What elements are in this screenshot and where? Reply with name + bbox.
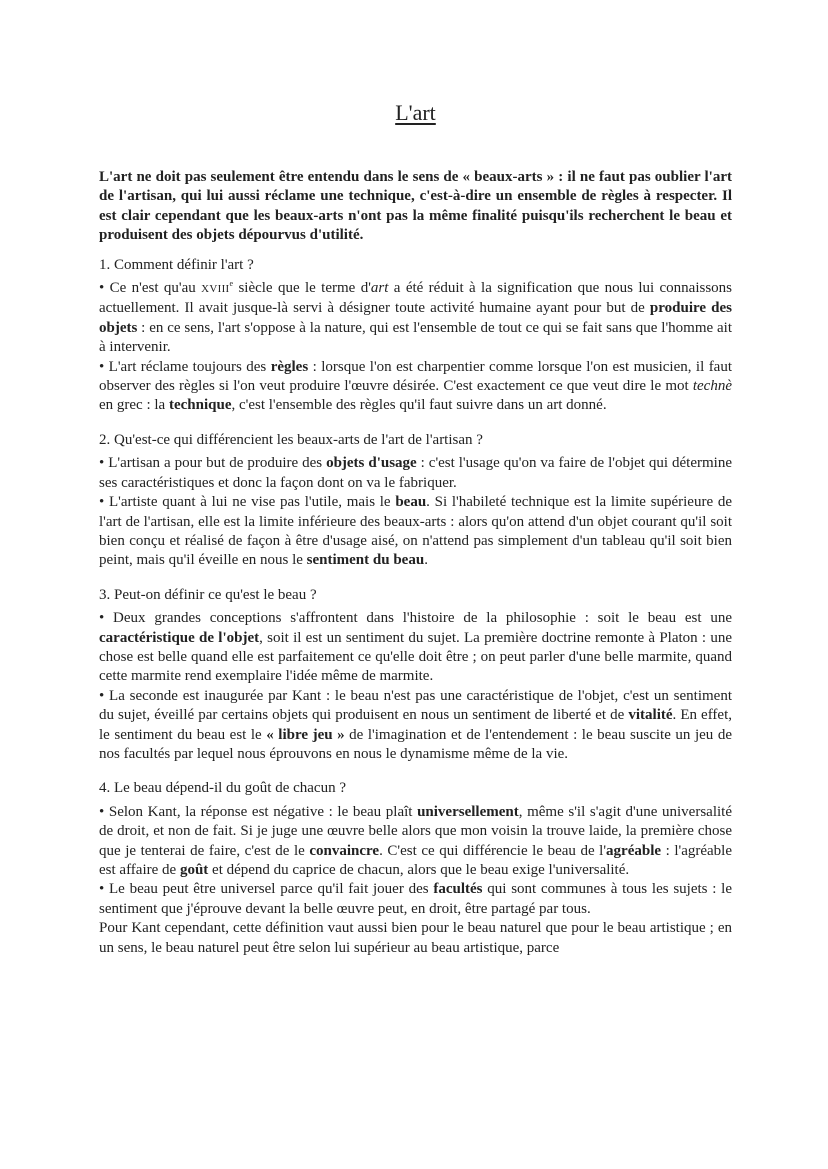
text-run: siècle que le terme d' (233, 280, 371, 297)
bold-term: universellement (417, 803, 519, 820)
bold-term: objets d'usage (326, 455, 417, 472)
text-run: • Deux grandes conceptions s'affrontent dans l'histoire de la philosophie : soit le beau est une (99, 610, 732, 627)
section-3-paragraph-1 (99, 609, 732, 687)
bold-term: produire des objets (99, 300, 732, 336)
bold-term: caractéristique de l'objet (99, 629, 260, 646)
bold-term: beau (395, 494, 427, 511)
section-3-paragraph-2 (99, 687, 732, 765)
text-run: , soit il est un sentiment du sujet. La première doctrine remonte à Platon : une chose est belle quand elle est parfaitement ce qu'elle doit être ; on peut parler d'une belle marmite, quand cette marmite rend exemplaire l'idée même de marmite. (99, 629, 732, 685)
bold-term: « libre jeu » (266, 726, 345, 743)
bold-term: sentiment du beau (306, 552, 425, 569)
text-run: : l'agréable est affaire de (99, 842, 732, 878)
text-run: . (424, 552, 428, 569)
section-4-paragraph-2 (99, 880, 732, 919)
text-run: • L'art réclame toujours des (99, 358, 271, 375)
text-run: qui sont communes à tous les sujets : le sentiment que j'éprouve devant la belle œuvre peut, en droit, être partagé par tous. (99, 881, 733, 917)
page-title: L'art (395, 100, 436, 125)
intro-paragraph: L'art ne doit pas seulement être entendu dans le sens de « beaux-arts » : il ne faut pas oublier l'art de l'artisan, qui lui aussi réclame une technique, c'est-à-dire un ensemble de règles à respecter. Il est clair cependant que les beaux-arts n'ont pas la même finalité puisqu'ils recherchent le beau et produisent des objets dépourvus d'utilité. (99, 169, 732, 244)
text-run: : lorsque l'on est charpentier comme lorsque l'on est musicien, il faut observer des règles si l'on veut produire l'œuvre désirée. C'est exactement ce que veut dire le mot (99, 358, 733, 395)
text-run: • La seconde est inaugurée par Kant : le beau n'est pas une caractéristique de l'objet, c'est un sentiment du sujet, éveillé par certains objets qui produisent en nous un sentiment de liberté et de (99, 687, 732, 724)
italic-term: technè (692, 378, 732, 395)
section-4 (99, 779, 732, 958)
bold-term: vitalité (628, 707, 673, 724)
bold-term: convaincre (309, 842, 380, 859)
text-run: . C'est ce qui différencie le beau de l' (379, 842, 607, 859)
text-run: de l'imagination et de l'entendement : le beau suscite un jeu de nos facultés par lequel nous éprouvons en nous le dynamisme même de la vie. (99, 726, 732, 762)
section-4-paragraph-1 (99, 803, 732, 881)
bold-term: règles (270, 358, 309, 375)
section-2-paragraph-2 (99, 493, 732, 571)
text-run: • L'artisan a pour but de produire des (99, 455, 327, 472)
section-1-heading: 1. Comment définir l'art ? (99, 256, 254, 273)
section-3-heading: 3. Peut-on définir ce qu'est le beau ? (99, 586, 317, 603)
text-run: • Le beau peut être universel parce qu'il fait jouer des (99, 881, 434, 898)
italic-term: art (370, 280, 389, 297)
section-3 (99, 586, 732, 765)
text-run: , même s'il s'agit d'une universalité de droit, et non de fait. Si je juge une œuvre belle alors que mon voisin la trouve laide, la première chose que je tenterai de faire, c'est de le (99, 803, 732, 859)
text-run: • Ce n'est qu'au (99, 280, 202, 297)
bold-term: technique (168, 397, 232, 414)
section-2 (99, 431, 732, 571)
text-run: en grec : la (99, 397, 169, 414)
century-numeral: XVIII (201, 283, 230, 296)
text-run: • Selon Kant, la réponse est négative : le beau plaît (99, 803, 418, 820)
section-1 (99, 256, 732, 416)
bold-term: goût (179, 862, 209, 878)
text-run: . Si l'habileté technique est la limite supérieure de l'art de l'artisan, elle est la limite inférieure des beaux-arts : alors qu'on attend d'un objet courant qu'il soit bien conçu et réalisé de façon à être d'usage aisé, on n'attend pas simplement d'un tableau qu'il soit bien peint, mais qu'il éveille en nous le (99, 494, 732, 569)
superscript: e (229, 279, 234, 289)
text-run: : c'est l'usage qu'on va faire de l'objet qui détermine ses caractéristiques et donc la façon dont on va le fabriquer. (99, 455, 732, 491)
section-2-paragraph-1 (99, 454, 732, 493)
bold-term: facultés (433, 881, 483, 898)
text-run: a été réduit à la signification que nous lui connaissons actuellement. Il avait jusque-là servi à désigner toute activité humaine ayant pour but de (99, 280, 733, 317)
section-4-heading: 4. Le beau dépend-il du goût de chacun ? (99, 780, 346, 797)
text-run: . En effet, le sentiment du beau est le (99, 707, 732, 743)
text-run: et dépend du caprice de chacun, alors que le beau exige l'universalité. (208, 862, 630, 878)
section-1-paragraph-2 (99, 358, 732, 416)
section-2-heading: 2. Qu'est-ce qui différencient les beaux-arts de l'art de l'artisan ? (99, 431, 483, 448)
text-run: • L'artiste quant à lui ne vise pas l'utile, mais le (99, 494, 396, 511)
text-run: , c'est l'ensemble des règles qu'il faut suivre dans un art donné. (231, 397, 607, 414)
section-1-paragraph-1 (99, 279, 732, 358)
bold-term: agréable (606, 842, 662, 859)
text-run: : en ce sens, l'art s'oppose à la nature, qui est l'ensemble de tout ce qui se fait sans que l'homme ait à intervenir. (99, 319, 732, 356)
section-4-paragraph-3: Pour Kant cependant, cette définition vaut aussi bien pour le beau naturel que pour le beau artistique ; en un sens, le beau naturel peut être selon lui supérieur au beau artistique, parce (99, 920, 732, 956)
